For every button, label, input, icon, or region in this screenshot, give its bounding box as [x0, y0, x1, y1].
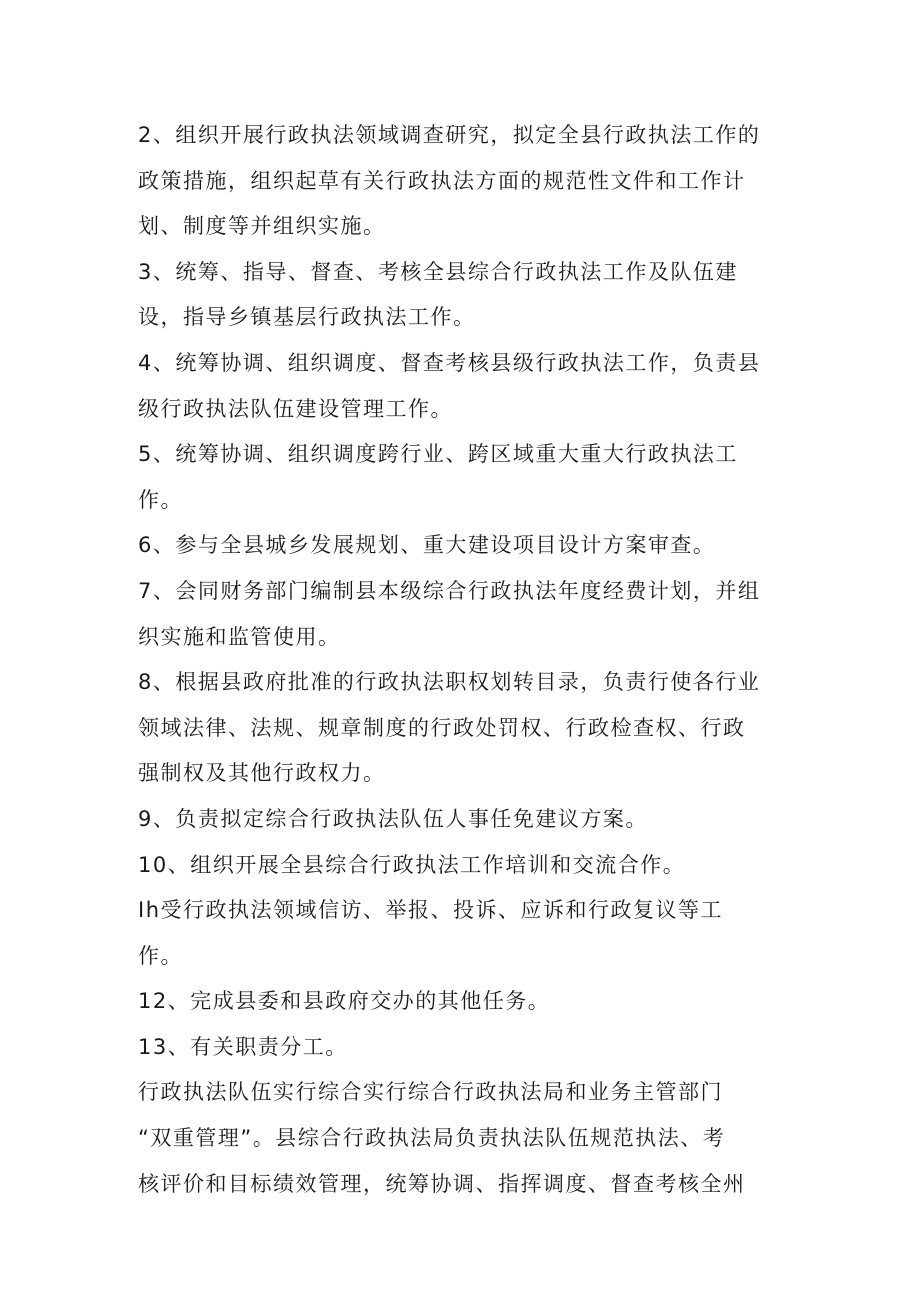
text-line: 4、统筹协调、组织调度、督查考核县级行政执法工作，负责县 [138, 350, 761, 375]
text-line: 织实施和监管使用。 [138, 624, 341, 649]
text-line: 3、统筹、指导、督查、考核全县综合行政执法工作及队伍建 [138, 259, 738, 284]
text-line: 12、完成县委和县政府交办的其他任务。 [138, 989, 551, 1014]
text-line: “双重管理”。县综合行政执法局负责执法队伍规范执法、考 [138, 1126, 726, 1151]
text-line: Ih受行政执法领域信访、举报、投诉、应诉和行政复议等工 [138, 898, 724, 923]
text-line: 作。 [138, 487, 183, 512]
text-line: 8、根据县政府批准的行政执法职权划转目录，负责行使各行业 [138, 670, 761, 695]
text-line: 作。 [138, 943, 183, 968]
body-text [138, 113, 798, 1207]
text-line: 5、统筹协调、组织调度跨行业、跨区域重大重大行政执法工 [138, 442, 738, 467]
text-line: 2、组织开展行政执法领域调查研究，拟定全县行政执法工作的 [138, 123, 761, 147]
text-line: 级行政执法队伍建设管理工作。 [138, 396, 453, 421]
text-line: 13、有关职责分工。 [138, 1034, 348, 1059]
text-line: 强制权及其他行政权力。 [138, 761, 386, 786]
text-line: 10、组织开展全县综合行政执法工作培训和交流合作。 [138, 852, 686, 877]
text-line: 政策措施，组织起草有关行政执法方面的规范性文件和工作计 [138, 168, 746, 193]
text-line: 核评价和目标绩效管理，统筹协调、指挥调度、督查考核全州 [138, 1171, 746, 1196]
text-line: 行政执法队伍实行综合实行综合行政执法局和业务主管部门 [138, 1080, 723, 1105]
text-line: 领域法律、法规、规章制度的行政处罚权、行政检查权、行政 [138, 715, 746, 740]
text-line: 9、负责拟定综合行政执法队伍人事任免建议方案。 [138, 806, 648, 831]
text-line: 7、会同财务部门编制县本级综合行政执法年度经费计划，并组 [138, 578, 761, 603]
text-line: 设，指导乡镇基层行政执法工作。 [138, 305, 476, 330]
text-line: 6、参与全县城乡发展规划、重大建设项目设计方案审查。 [138, 533, 716, 558]
text-line: 划、制度等并组织实施。 [138, 214, 386, 239]
